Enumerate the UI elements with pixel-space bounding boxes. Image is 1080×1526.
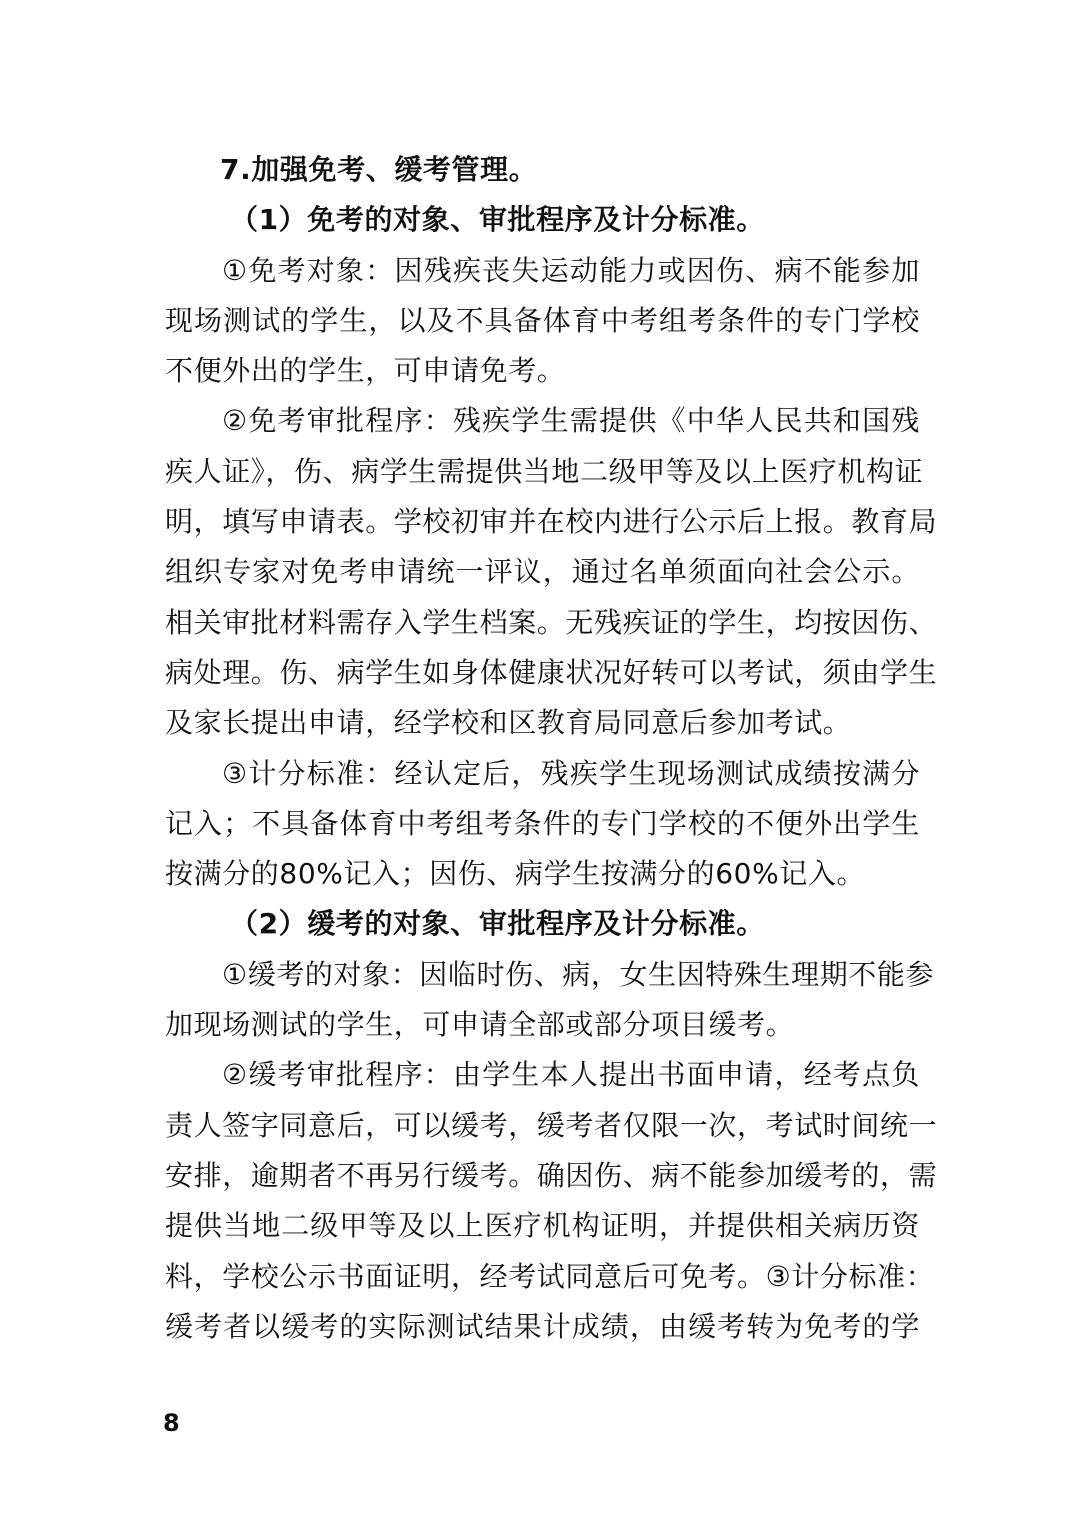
subsection-heading-exemption: （1）免考的对象、审批程序及计分标准。 [230, 203, 765, 237]
paragraph-line: 组织专家对免考申请统一评议，通过名单须面向社会公示。 [165, 555, 920, 589]
paragraph-line: 料，学校公示书面证明，经考试同意后可免考。③计分标准： [165, 1259, 935, 1293]
paragraph-line: 加现场测试的学生，可申请全部或部分项目缓考。 [165, 1008, 795, 1042]
paragraph-line: 及家长提出申请，经学校和区教育局同意后参加考试。 [165, 706, 852, 740]
paragraph-line: 现场测试的学生，以及不具备体育中考组考条件的专门学校 [165, 303, 920, 337]
paragraph-line: 明，填写申请表。学校初审并在校内进行公示后上报。教育局 [165, 505, 938, 539]
paragraph-line: ②缓考审批程序：由学生本人提出书面申请，经考点负 [222, 1058, 920, 1092]
paragraph-line: ③计分标准：经认定后，残疾学生现场测试成绩按满分 [222, 756, 920, 790]
paragraph-line: 按满分的80%记入；因伤、病学生按满分的60%记入。 [165, 857, 866, 891]
paragraph-line: 责人签字同意后，可以缓考，缓考者仅限一次，考试时间统一 [165, 1108, 938, 1142]
paragraph-line: 记入；不具备体育中考组考条件的专门学校的不便外出学生 [165, 806, 920, 840]
paragraph-line: 不便外出的学生，可申请免考。 [165, 354, 566, 388]
paragraph-line: ①缓考的对象：因临时伤、病，女生因特殊生理期不能参 [222, 957, 935, 991]
page-number: 8 [163, 1409, 180, 1437]
document-body [165, 145, 938, 1352]
paragraph-line: 相关审批材料需存入学生档案。无残疾证的学生，均按因伤、 [165, 605, 938, 639]
subsection-heading-deferral: （2）缓考的对象、审批程序及计分标准。 [230, 907, 765, 941]
paragraph-line: ②免考审批程序：残疾学生需提供《中华人民共和国残 [222, 404, 920, 438]
paragraph-line: 缓考者以缓考的实际测试结果计成绩，由缓考转为免考的学 [165, 1309, 920, 1343]
paragraph-line: 提供当地二级甲等及以上医疗机构证明，并提供相关病历资 [165, 1209, 920, 1243]
section-heading: 7.加强免考、缓考管理。 [220, 153, 538, 186]
paragraph-line: 安排，逾期者不再另行缓考。确因伤、病不能参加缓考的，需 [165, 1158, 938, 1192]
paragraph-line: 病处理。伤、病学生如身体健康状况好转可以考试，须由学生 [165, 655, 938, 689]
paragraph-line: ①免考对象：因残疾丧失运动能力或因伤、病不能参加 [222, 253, 920, 287]
paragraph-line: 疾人证》，伤、病学生需提供当地二级甲等及以上医疗机构证 [165, 454, 924, 488]
